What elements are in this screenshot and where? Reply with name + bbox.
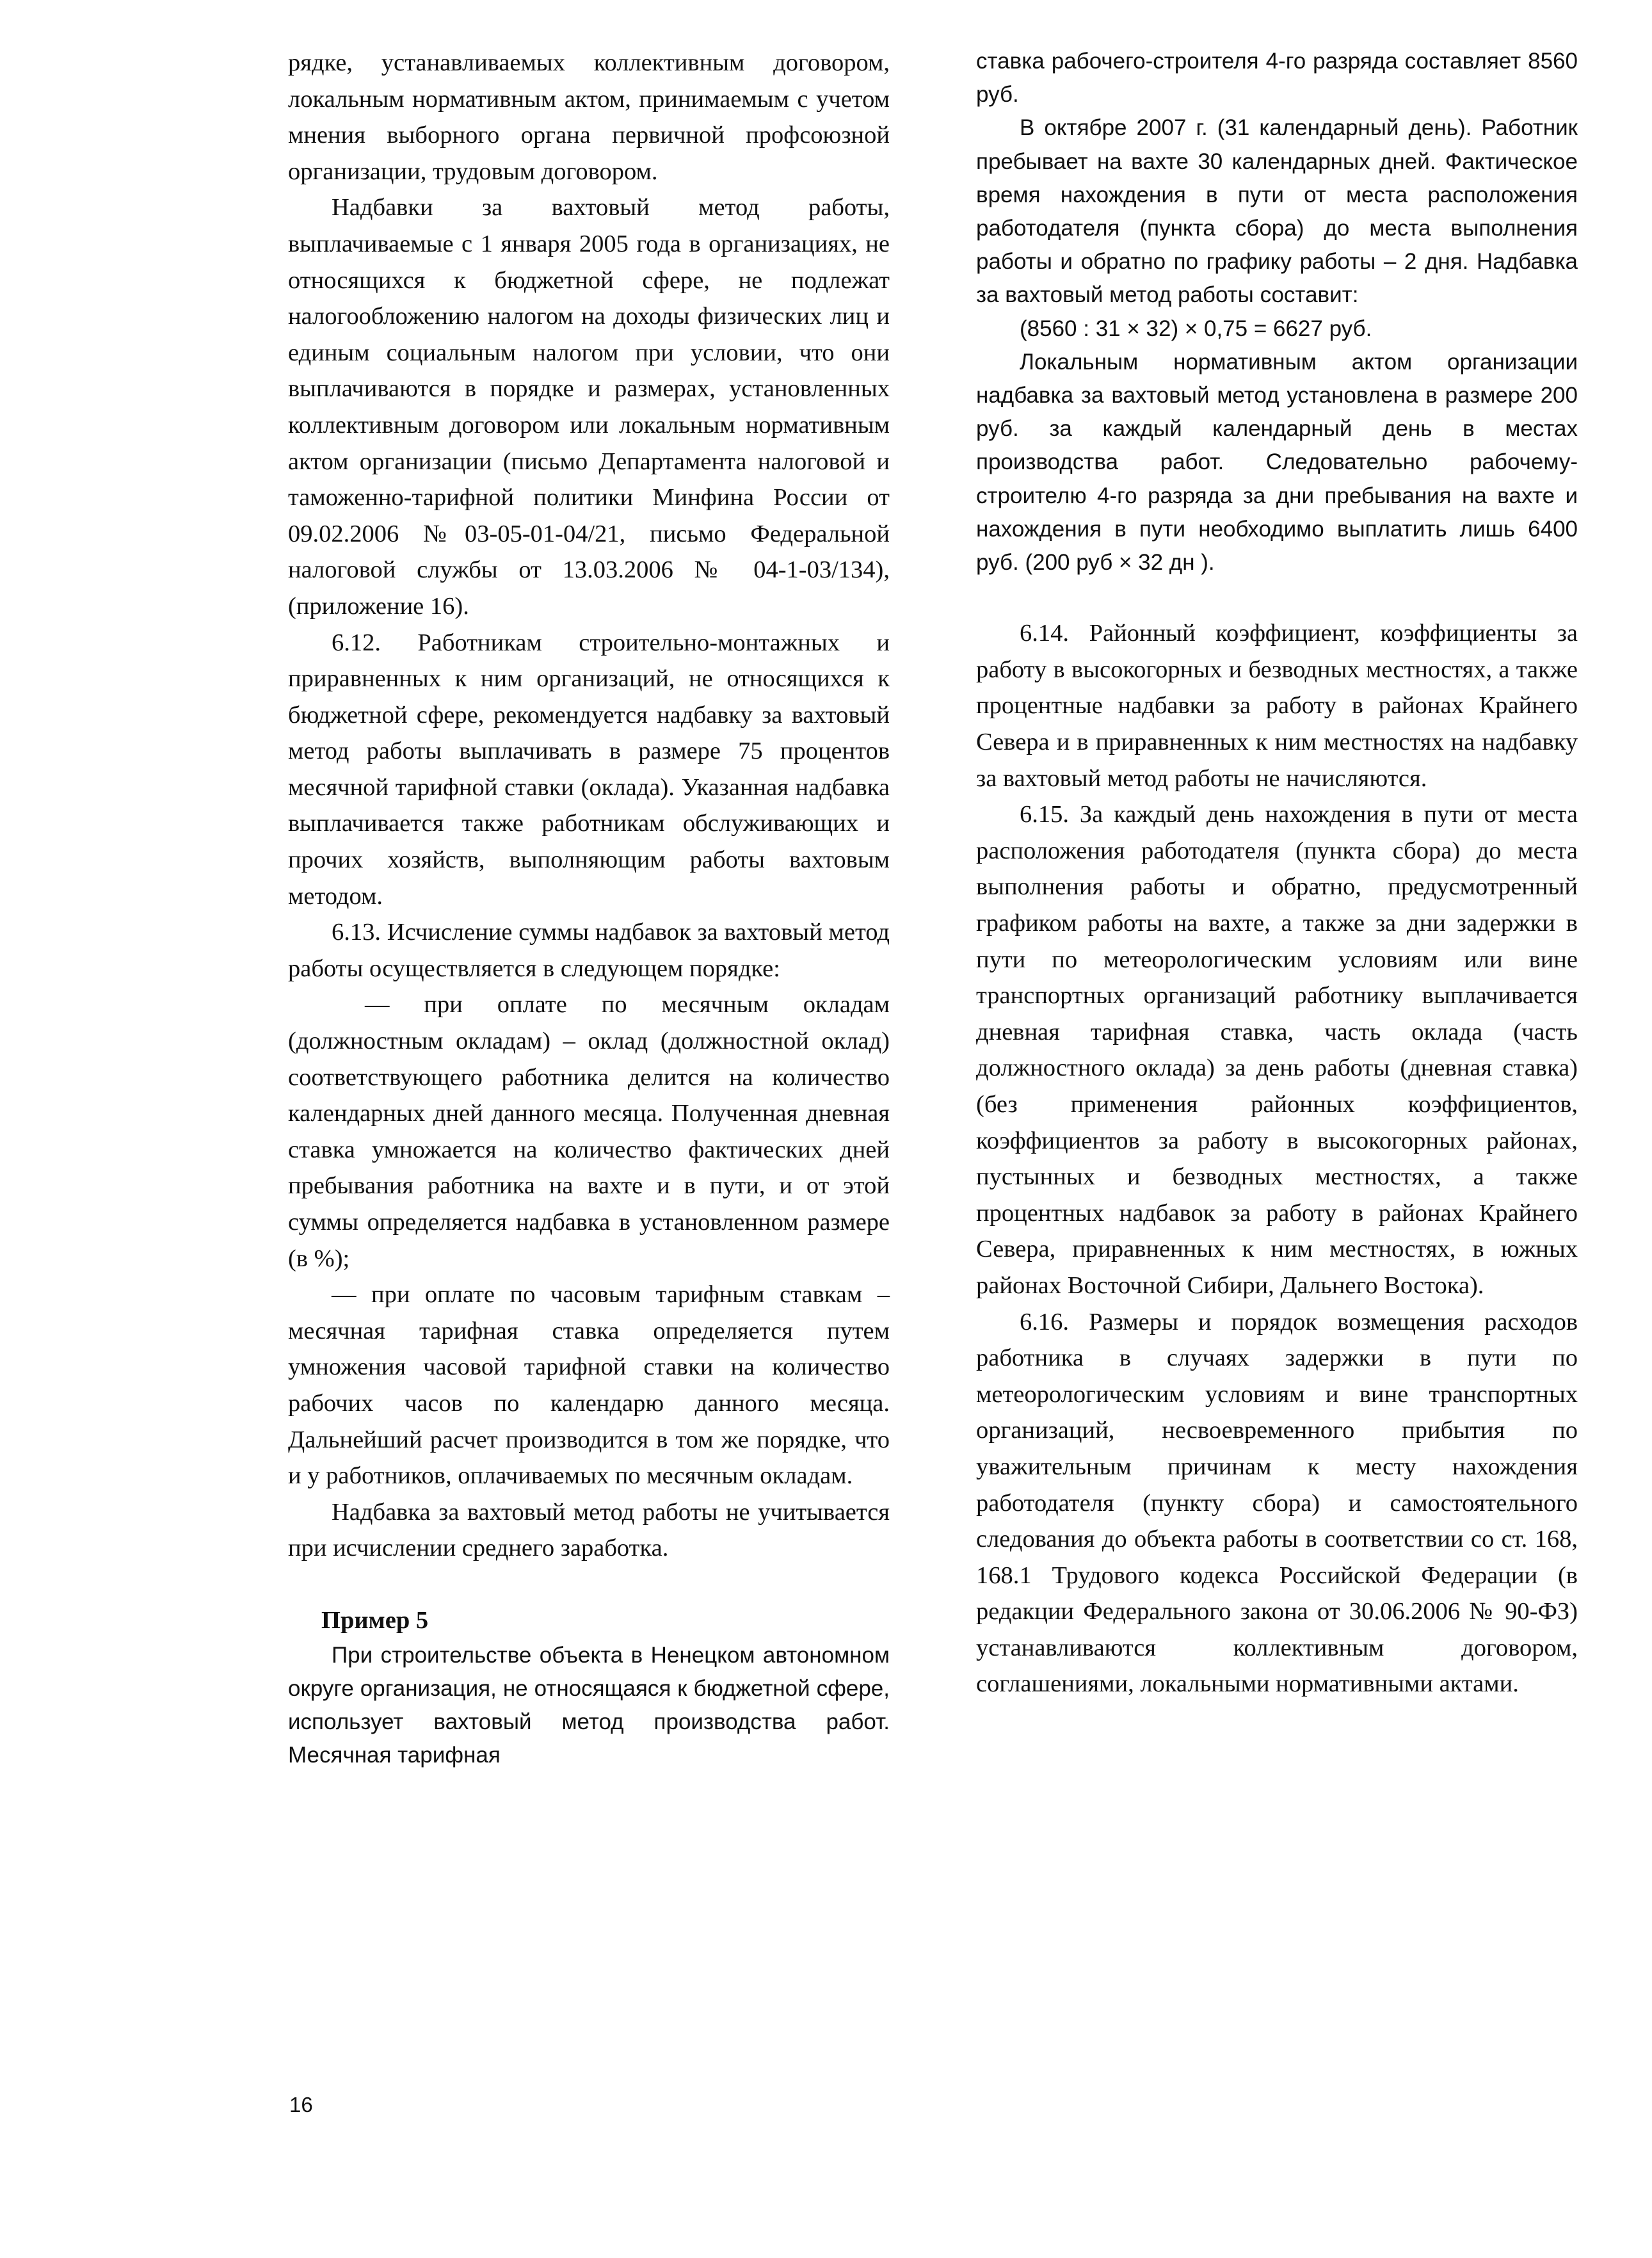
example-paragraph-3: В октябре 2007 г. (31 календарный день). Работник пребывает на вахте 30 календарных дней. Фактическое время нахождения в пути от места расположения работодателя (пункта сбора) до места выполнения работы и обратно по графику работы – 2 дня. Надбавка за вахтовый метод работы составит: [976, 115, 1578, 308]
paragraph-tax-exemption: Надбавки за вахтовый метод работы, выплачиваемые с 1 января 2005 года в организациях, не относящихся к бюджетной сфере, не подлежат налогообложению налогом на доходы физических лиц и единым социальным налогом при условии, что они выплачиваются в порядке и размерах, установленных коллективным договором или локальным нормативным актом организации (письмо Департамента налоговой и таможенно-тарифной политики Минфина России от 09.02.2006 №03-05-01-04/21, письмо Федеральной налоговой службы от 13.03.2006 № 04-1-03/134), (приложение 16). [288, 194, 890, 620]
example-paragraph-1: При строительстве объекта в Ненецком автономном округе организация, не относящаяся к бюджетной сфере, использует вахтовый метод производства работ. Месячная тарифная [288, 1642, 890, 1768]
paragraph-6-13: 6.13. Исчисление суммы надбавок за вахтовый метод работы осуществляется в следующем порядке: [288, 919, 890, 982]
paragraph-hourly-rate-rule: — при оплате по часовым тарифным ставкам – месячная тарифная ставка определяется путем умножения часовой тарифной ставки на количество рабочих часов по календарю данного месяца. Дальнейший расчет производится в том же порядке, что и у работников, оплачиваемых по месячным окладам. [288, 1281, 890, 1490]
paragraph-6-14: 6.14. Районный коэффициент, коэффициенты за работу в высокогорных и безводных местностях, а также процентные надбавки за работу в районах Крайнего Севера и в приравненных к ним местностях на надбавку за вахтовый метод работы не начисляются. [976, 620, 1578, 792]
paragraph-continuation: рядке, устанавливаемых коллективным договором, локальным нормативным актом, принимаемым с учетом мнения выборного органа первичной профсоюзной организации, трудовым договором. [288, 49, 890, 185]
paragraph-monthly-salary-rule: — при оплате по месячным окладам (должностным окладам) – оклад (должностной оклад) соответствующего работника делится на количество календарных дней данного месяца. Полученная дневная ставка умножается на количество фактических дней пребывания работника на вахте и в пути, и от этой суммы определяется надбавка в установленном размере (в %); [288, 991, 890, 1272]
left-column [288, 45, 890, 1772]
paragraph-6-15: 6.15. За каждый день нахождения в пути от места расположения работодателя (пункта сбора) до места выполнения работы и обратно, предусмотренный графиком работы на вахте, а также за дни задержки в пути по метеорологическим условиям или вине транспортных организаций работнику выплачивается дневная тарифная ставка, часть оклада (часть должностного оклада) за день работы (дневная ставка) (без применения районных коэффициентов, коэффициентов за работу в высокогорных районах, пустынных и безводных местностях, а также процентных надбавок за работу в районах Крайнего Севера, приравненных к ним местностях, в южных районах Восточной Сибири, Дальнего Востока). [976, 801, 1578, 1299]
page-number: 16 [289, 2093, 313, 2117]
paragraph-6-12: 6.12. Работникам строительно-монтажных и приравненных к ним организаций, не относящихся к бюджетной сфере, рекомендуется надбавку за вахтовый метод работы выплачивать в размере 75 процентов месячной тарифной ставки (оклада). Указанная надбавка выплачивается также работникам обслуживающих и прочих хозяйств, выполняющим работы вахтовым методом. [288, 629, 890, 910]
paragraph-average-earnings-note: Надбавка за вахтовый метод работы не учитывается при исчислении среднего заработка. [288, 1498, 890, 1562]
example-heading: Пример 5 [321, 1606, 429, 1634]
paragraph-6-16: 6.16. Размеры и порядок возмещения расходов работника в случаях задержки в пути по метеорологическим условиям и вине транспортных организаций, несвоевременного прибытия по уважительным причинам к месту нахождения работодателя (пункту сбора) и самостоятельного следования до объекта работы в соответствии со ст. 168, 168.1 Трудового кодекса Российской Федерации (в редакции Федерального закона от 30.06.2006 № 90-ФЗ) устанавливаются коллективным договором, соглашениями, локальными нормативными актами. [976, 1308, 1578, 1698]
example-formula: (8560 : 31 × 32) × 0,75 = 6627 руб. [1020, 316, 1372, 341]
right-column [976, 45, 1578, 1702]
example-paragraph-2: ставка рабочего-строителя 4-го разряда составляет 8560 руб. [976, 49, 1578, 108]
example-paragraph-4: Локальным нормативным актом организации надбавка за вахтовый метод установлена в размере 200 руб. за каждый календарный день в местах производства работ. Следовательно рабочему-строителю 4-го разряда за дни пребывания на вахте и нахождения в пути необходимо выплатить лишь 6400 руб. (200 руб × 32 дн ). [976, 349, 1578, 576]
